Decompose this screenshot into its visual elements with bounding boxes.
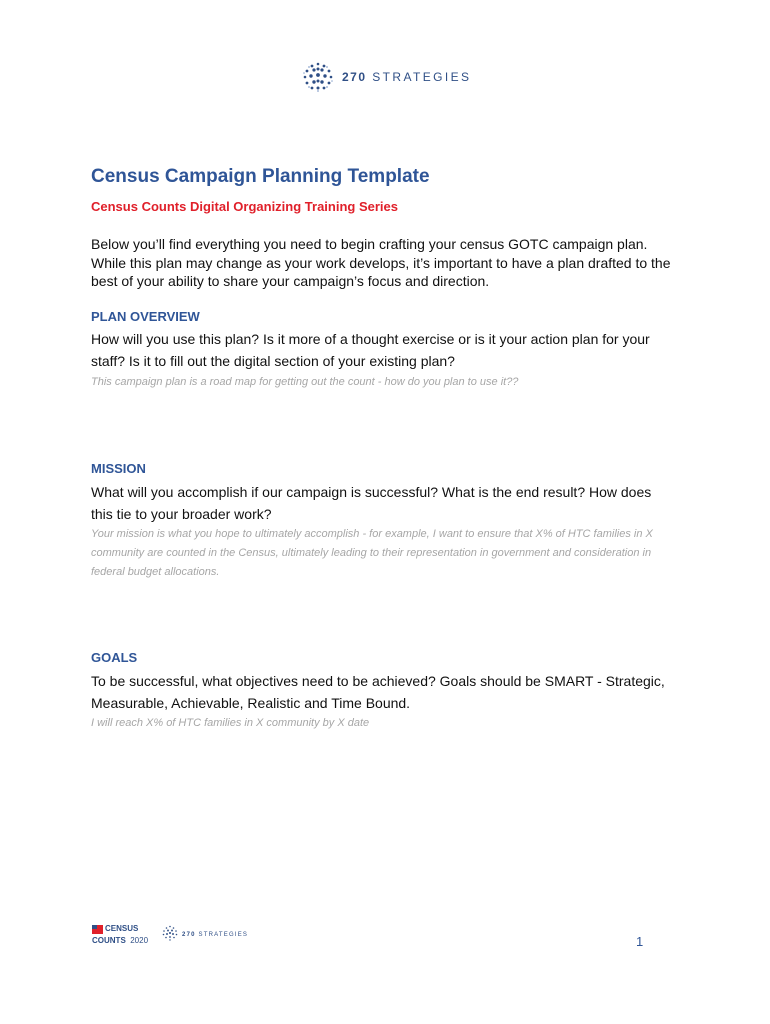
footer-logo-wordmark [182,932,248,938]
logo-word: STRATEGIES [372,70,472,84]
dot-globe-icon [302,61,334,93]
document-title: Census Campaign Planning Template [91,166,430,187]
section-question-plan-overview: How will you use this plan? Is it more of a thought exercise or is it your action plan for your staff? Is it to fill out the digital section of your existing plan? [91,331,650,369]
census-word: CENSUS [105,924,139,933]
logo-number: 270 [342,70,367,84]
footer-logos [92,924,248,946]
census-year: 2020 [130,936,149,945]
census-counts-logo [92,924,148,946]
section-hint-goals: I will reach X% of HTC families in X community by X date [91,717,370,729]
section-question-mission: What will you accomplish if our campaign is successful? What is the end result? How does this tie to your broader work? [91,484,652,522]
dot-globe-icon [162,925,178,946]
page-number: 1 [636,934,644,949]
section-heading-plan-overview: PLAN OVERVIEW [91,309,200,324]
counts-word: COUNTS [92,936,126,945]
document-subtitle: Census Counts Digital Organizing Training Series [91,199,398,214]
section-hint-mission: Your mission is what you hope to ultimately accomplish - for example, I want to ensure that X% of HTC families in X community are counted in the Census, ultimately leading to their representation in government and consideration in federal budget allocations. [91,528,653,578]
header-logo [302,60,471,94]
footer-logo-number: 270 [182,932,196,938]
intro-paragraph: Below you’ll find everything you need to begin crafting your census GOTC campaign plan. While this plan may change as your work develops, it’s important to have a plan drafted to the best of your ability to share your campaign’s focus and direction. [91,236,671,289]
footer-logo-word: STRATEGIES [198,932,249,938]
footer-270-logo [162,925,248,946]
section-heading-goals: GOALS [91,650,138,665]
section-question-goals: To be successful, what objectives need to be achieved? Goals should be SMART - Strategic, Measurable, Achievable, Realistic and Time Bound. [91,673,665,711]
section-heading-mission: MISSION [91,461,146,476]
section-hint-plan-overview: This campaign plan is a road map for getting out the count - how do you plan to use it?? [91,376,519,388]
logo-wordmark [342,70,471,84]
flag-icon [92,925,103,934]
